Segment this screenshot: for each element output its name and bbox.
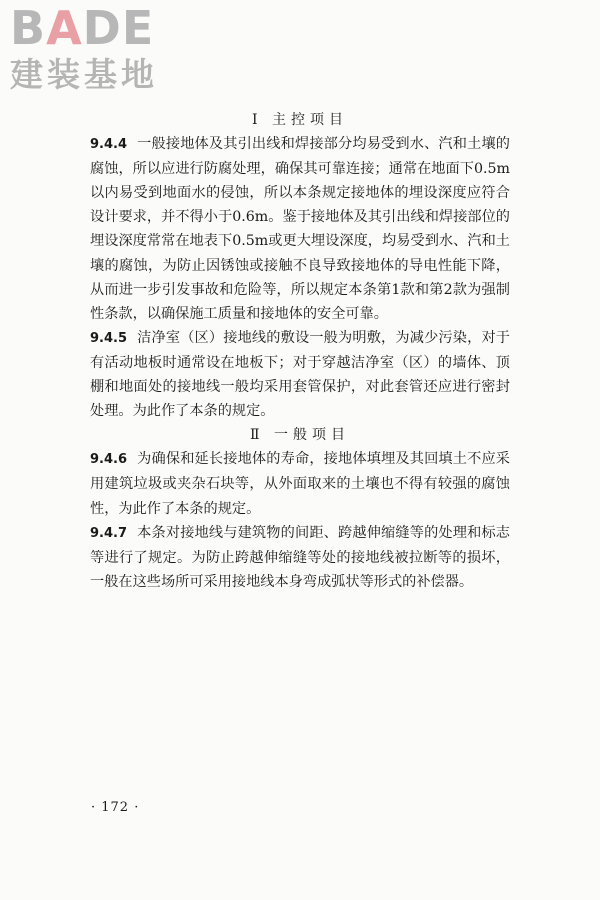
- logo-letters-prefix: B: [10, 1, 47, 55]
- section-title-general: Ⅱ 一般项目: [250, 427, 350, 444]
- logo-wordmark: [10, 1, 180, 55]
- document-body: [90, 108, 510, 594]
- clause-paragraph: [90, 521, 510, 594]
- clause-paragraph: [90, 447, 510, 520]
- logo-letters-suffix: DE: [82, 1, 155, 55]
- logo-subtitle: 建装基地: [10, 55, 158, 94]
- clause-number: 9.4.4: [90, 137, 128, 153]
- clause-paragraph: [90, 326, 510, 423]
- page-number: · 172 ·: [91, 800, 140, 815]
- clause-number: 9.4.6: [90, 452, 128, 468]
- section-title-main-control: Ⅰ 主控项目: [252, 112, 348, 128]
- clause-paragraph: [90, 132, 510, 326]
- clause-text: 一般接地体及其引出线和焊接部分均易受到水、汽和土壤的腐蚀，所以应进行防腐处理，确保其可靠连接；通常在地面下0.5m以内易受到地面水的侵蚀，所以本条规定接地体的埋设深度应符合设计要求，并不得小于0.6m。鉴于接地体及其引出线和焊接部位的埋设深度常常在地表下0.5m或更大埋设深度，均易受到水、汽和土壤的腐蚀，为防止因锈蚀或接触不良导致接地体的导电性能下降，从而进一步引发事故和危险等，所以规定本条第1款和第2款为强制性条款，以确保施工质量和接地体的安全可靠。: [90, 136, 510, 322]
- site-logo: [10, 1, 180, 94]
- clause-text: 为确保和延长接地体的寿命，接地体填埋及其回填土不应采用建筑垃圾或夹杂石块等，从外面取来的土壤也不得有较强的腐蚀性，为此作了本条的规定。: [90, 451, 510, 517]
- clause-text: 本条对接地线与建筑物的间距、跨越伸缩缝等的处理和标志等进行了规定。为防止跨越伸缩缝等处的接地线被拉断等的损坏，一般在这些场所可采用接地线本身弯成弧状等形式的补偿器。: [90, 524, 510, 590]
- clause-number: 9.4.5: [90, 330, 128, 346]
- clause-number: 9.4.7: [90, 525, 128, 541]
- logo-letter-accent: A: [46, 1, 83, 55]
- clause-text: 洁净室（区）接地线的敷设一般为明敷，为减少污染，对于有活动地板时通常设在地板下；对于穿越洁净室（区）的墙体、顶棚和地面处的接地线一般均采用套管保护，对此套管还应进行密封处理。为此作了本条的规定。: [90, 329, 510, 420]
